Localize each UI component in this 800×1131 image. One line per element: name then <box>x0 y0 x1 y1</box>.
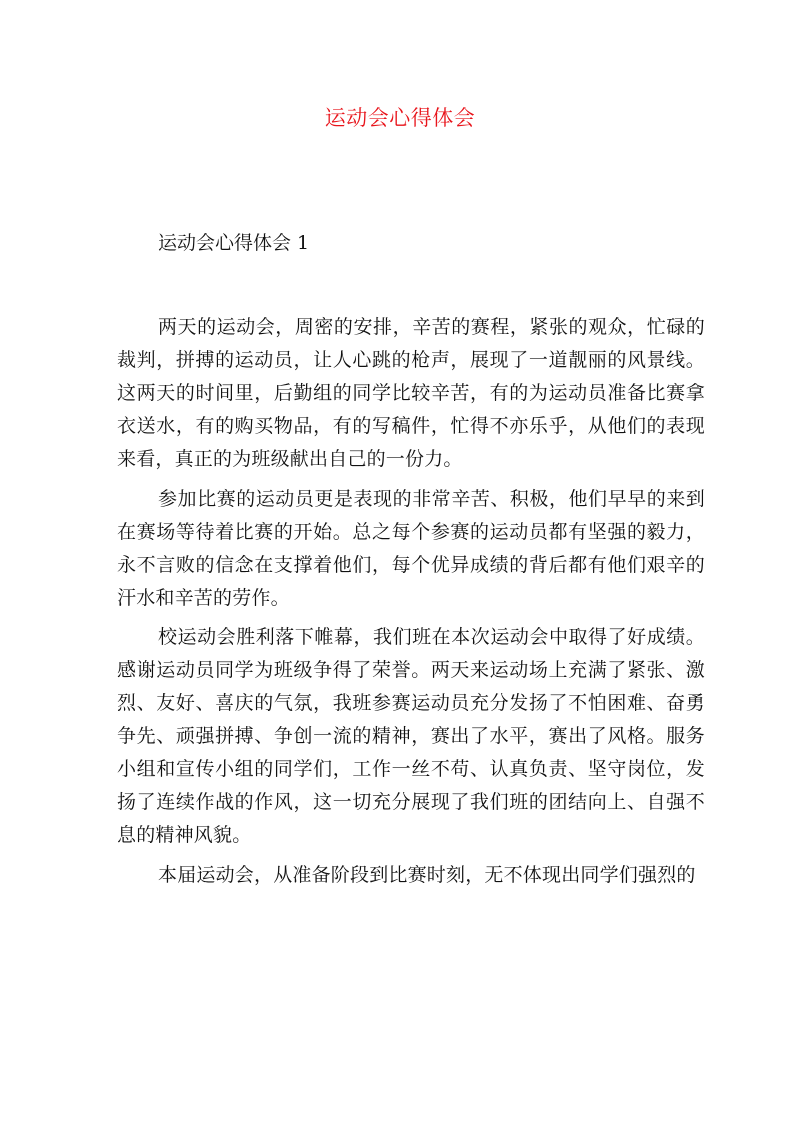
section-heading: 运动会心得体会 1 <box>158 232 310 254</box>
paragraph-4: 本届运动会，从准备阶段到比赛时刻，无不体现出同学们强烈的 <box>158 863 696 886</box>
document-title: 运动会心得体会 <box>324 106 476 130</box>
document-body <box>117 311 705 898</box>
paragraph-2: 参加比赛的运动员更是表现的非常辛苦、积极，他们早早的来到在赛场等待着比赛的开始。总之每个参赛的运动员都有坚强的毅力，永不言败的信念在支撑着他们，每个优异成绩的背后都有他们艰辛的汗水和辛苦的劳作。 <box>117 487 705 609</box>
paragraph-1: 两天的运动会，周密的安排，辛苦的赛程，紧张的观众，忙碌的裁判，拼搏的运动员，让人心跳的枪声，展现了一道靓丽的风景线。这两天的时间里，后勤组的同学比较辛苦，有的为运动员准备比赛拿衣送水，有的购买物品，有的写稿件，忙得不亦乐乎，从他们的表现来看，真正的为班级献出自己的一份力。 <box>117 316 705 470</box>
paragraph-3: 校运动会胜利落下帷幕，我们班在本次运动会中取得了好成绩。感谢运动员同学为班级争得了荣誉。两天来运动场上充满了紧张、激烈、友好、喜庆的气氛，我班参赛运动员充分发扬了不怕困难、奋勇争先、顽强拼搏、争创一流的精神，赛出了水平，赛出了风格。服务小组和宣传小组的同学们，工作一丝不苟、认真负责、坚守岗位，发扬了连续作战的作风，这一切充分展现了我们班的团结向上、自强不息的精神风貌。 <box>117 626 705 846</box>
